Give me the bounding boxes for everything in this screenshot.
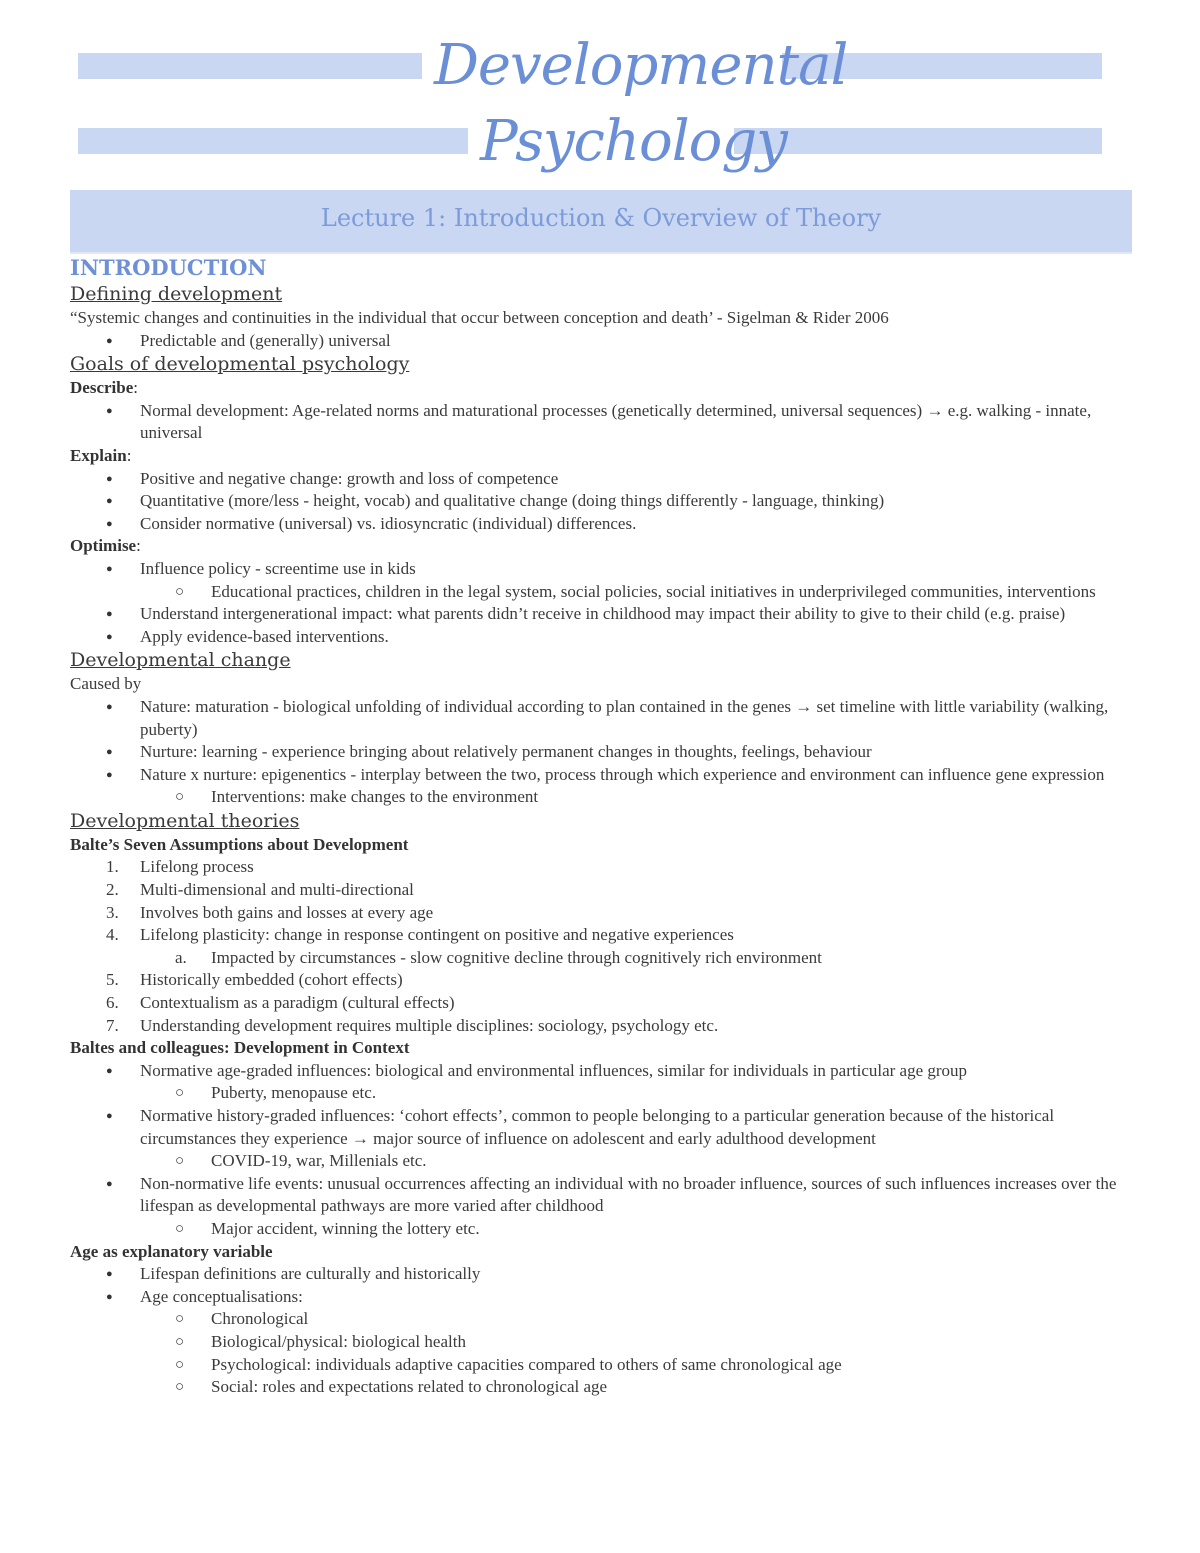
sub-list-item: ○ Social: roles and expectations related to chronological age (70, 1376, 1140, 1399)
heading-developmental-change: Developmental change (70, 649, 291, 672)
lecture-title: Lecture 1: Introduction & Overview of Theory (320, 204, 882, 232)
explain-list (70, 468, 1140, 536)
list-item: ● Nature: maturation - biological unfolding of individual according to plan contained in the genes → set timeline with little variability (walking, puberty) (70, 696, 1140, 741)
sub-list-item: ○ COVID-19, war, Millenials etc. (70, 1150, 1140, 1173)
optimise-list (70, 558, 1140, 648)
list-item: ● Nurture: learning - experience bringing about relatively permanent changes in thoughts, feelings, behaviour (70, 741, 1140, 764)
numbered-item: 3. Involves both gains and losses at every age (106, 902, 434, 922)
sub-list-item: ○ Interventions: make changes to the environment (70, 786, 1140, 809)
definition-quote: “Systemic changes and continuities in the individual that occur between conception and death’ - Sigelman & Rider 2006 (70, 308, 889, 327)
context-list (70, 1060, 1140, 1241)
list-item: ● Normative age-graded influences: biological and environmental influences, similar for individuals in particular age group (70, 1060, 1140, 1083)
caused-by-label: Caused by (70, 674, 142, 694)
lettered-sub-item: a. Impacted by circumstances - slow cognitive decline through cognitively rich environment (175, 947, 822, 967)
document-body (70, 254, 1140, 1399)
heading-developmental-theories: Developmental theories (70, 809, 300, 832)
numbered-item: 4. Lifelong plasticity: change in response contingent on positive and negative experiences (106, 925, 734, 945)
list-item: ● Understand intergenerational impact: what parents didn’t receive in childhood may impact their ability to give to their child (e.g. praise) (70, 603, 1140, 626)
heading-age-variable: Age as explanatory variable (70, 1241, 273, 1261)
list-item: ● Predictable and (generally) universal (70, 330, 1140, 353)
lecture-banner (70, 190, 1132, 254)
list-item: ● Normative history-graded influences: ‘cohort effects’, common to people belonging to a particular generation because of the historical circumstances they experience → major source of influence on adolescent and early adulthood development (70, 1105, 1140, 1150)
list-item: ● Normal development: Age-related norms and maturational processes (genetically determined, universal sequences) → e.g. walking - innate, universal (70, 400, 1140, 445)
title-bar-left-1 (78, 53, 422, 79)
label-describe: Describe: (70, 378, 138, 398)
list-item: ● Influence policy - screentime use in kids (70, 558, 1140, 581)
list-item: ● Non-normative life events: unusual occurrences affecting an individual with no broader influence, sources of such influences increases over the lifespan as developmental pathways are more varied after childhood (70, 1173, 1140, 1218)
doc-title-line2: Psychology (480, 109, 787, 174)
list-item: ● Apply evidence-based interventions. (70, 626, 1140, 649)
label-optimise: Optimise: (70, 536, 141, 556)
list-item: ● Quantitative (more/less - height, vocab) and qualitative change (doing things differently - language, thinking) (70, 490, 1140, 513)
list-item: ● Consider normative (universal) vs. idiosyncratic (individual) differences. (70, 513, 1140, 536)
describe-list (70, 400, 1140, 445)
list-item: ● Lifespan definitions are culturally and historically (70, 1263, 1140, 1286)
heading-development-in-context: Baltes and colleagues: Development in Context (70, 1038, 410, 1058)
label-explain: Explain: (70, 445, 132, 465)
doc-title-line1: Developmental (434, 33, 848, 98)
numbered-item: 5. Historically embedded (cohort effects) (106, 970, 403, 990)
sub-list-item: ○ Chronological (70, 1308, 1140, 1331)
list-item: ● Positive and negative change: growth and loss of competence (70, 468, 1140, 491)
change-list (70, 696, 1140, 809)
heading-goals: Goals of developmental psychology (70, 353, 410, 376)
list-item: ● Age conceptualisations: (70, 1286, 1140, 1309)
baltes-seven-list (70, 856, 1140, 1037)
sub-list-item: ○ Major accident, winning the lottery etc. (70, 1218, 1140, 1241)
section-heading-introduction: INTRODUCTION (70, 255, 267, 280)
heading-defining-development: Defining development (70, 283, 283, 305)
sub-list-item: ○ Educational practices, children in the legal system, social policies, social initiatives in underprivileged communities, interventions (70, 581, 1140, 604)
numbered-item: 2. Multi-dimensional and multi-directional (106, 880, 414, 900)
list-item: ● Nature x nurture: epigenentics - interplay between the two, process through which experience and environment can influence gene expression (70, 764, 1140, 787)
sub-list-item: ○ Psychological: individuals adaptive capacities compared to others of same chronological age (70, 1354, 1140, 1377)
sub-list-item: ○ Puberty, menopause etc. (70, 1082, 1140, 1105)
sub-list-item: ○ Biological/physical: biological health (70, 1331, 1140, 1354)
title-bar-left-2 (78, 128, 468, 154)
age-list (70, 1263, 1140, 1399)
numbered-item: 7. Understanding development requires multiple disciplines: sociology, psychology etc. (106, 1015, 719, 1035)
heading-baltes-seven: Balte’s Seven Assumptions about Development (70, 834, 409, 854)
numbered-item: 1. Lifelong process (106, 857, 254, 877)
numbered-item: 6. Contextualism as a paradigm (cultural effects) (106, 993, 455, 1013)
defining-list (70, 330, 1140, 353)
title-bar-right-2 (734, 128, 1102, 154)
